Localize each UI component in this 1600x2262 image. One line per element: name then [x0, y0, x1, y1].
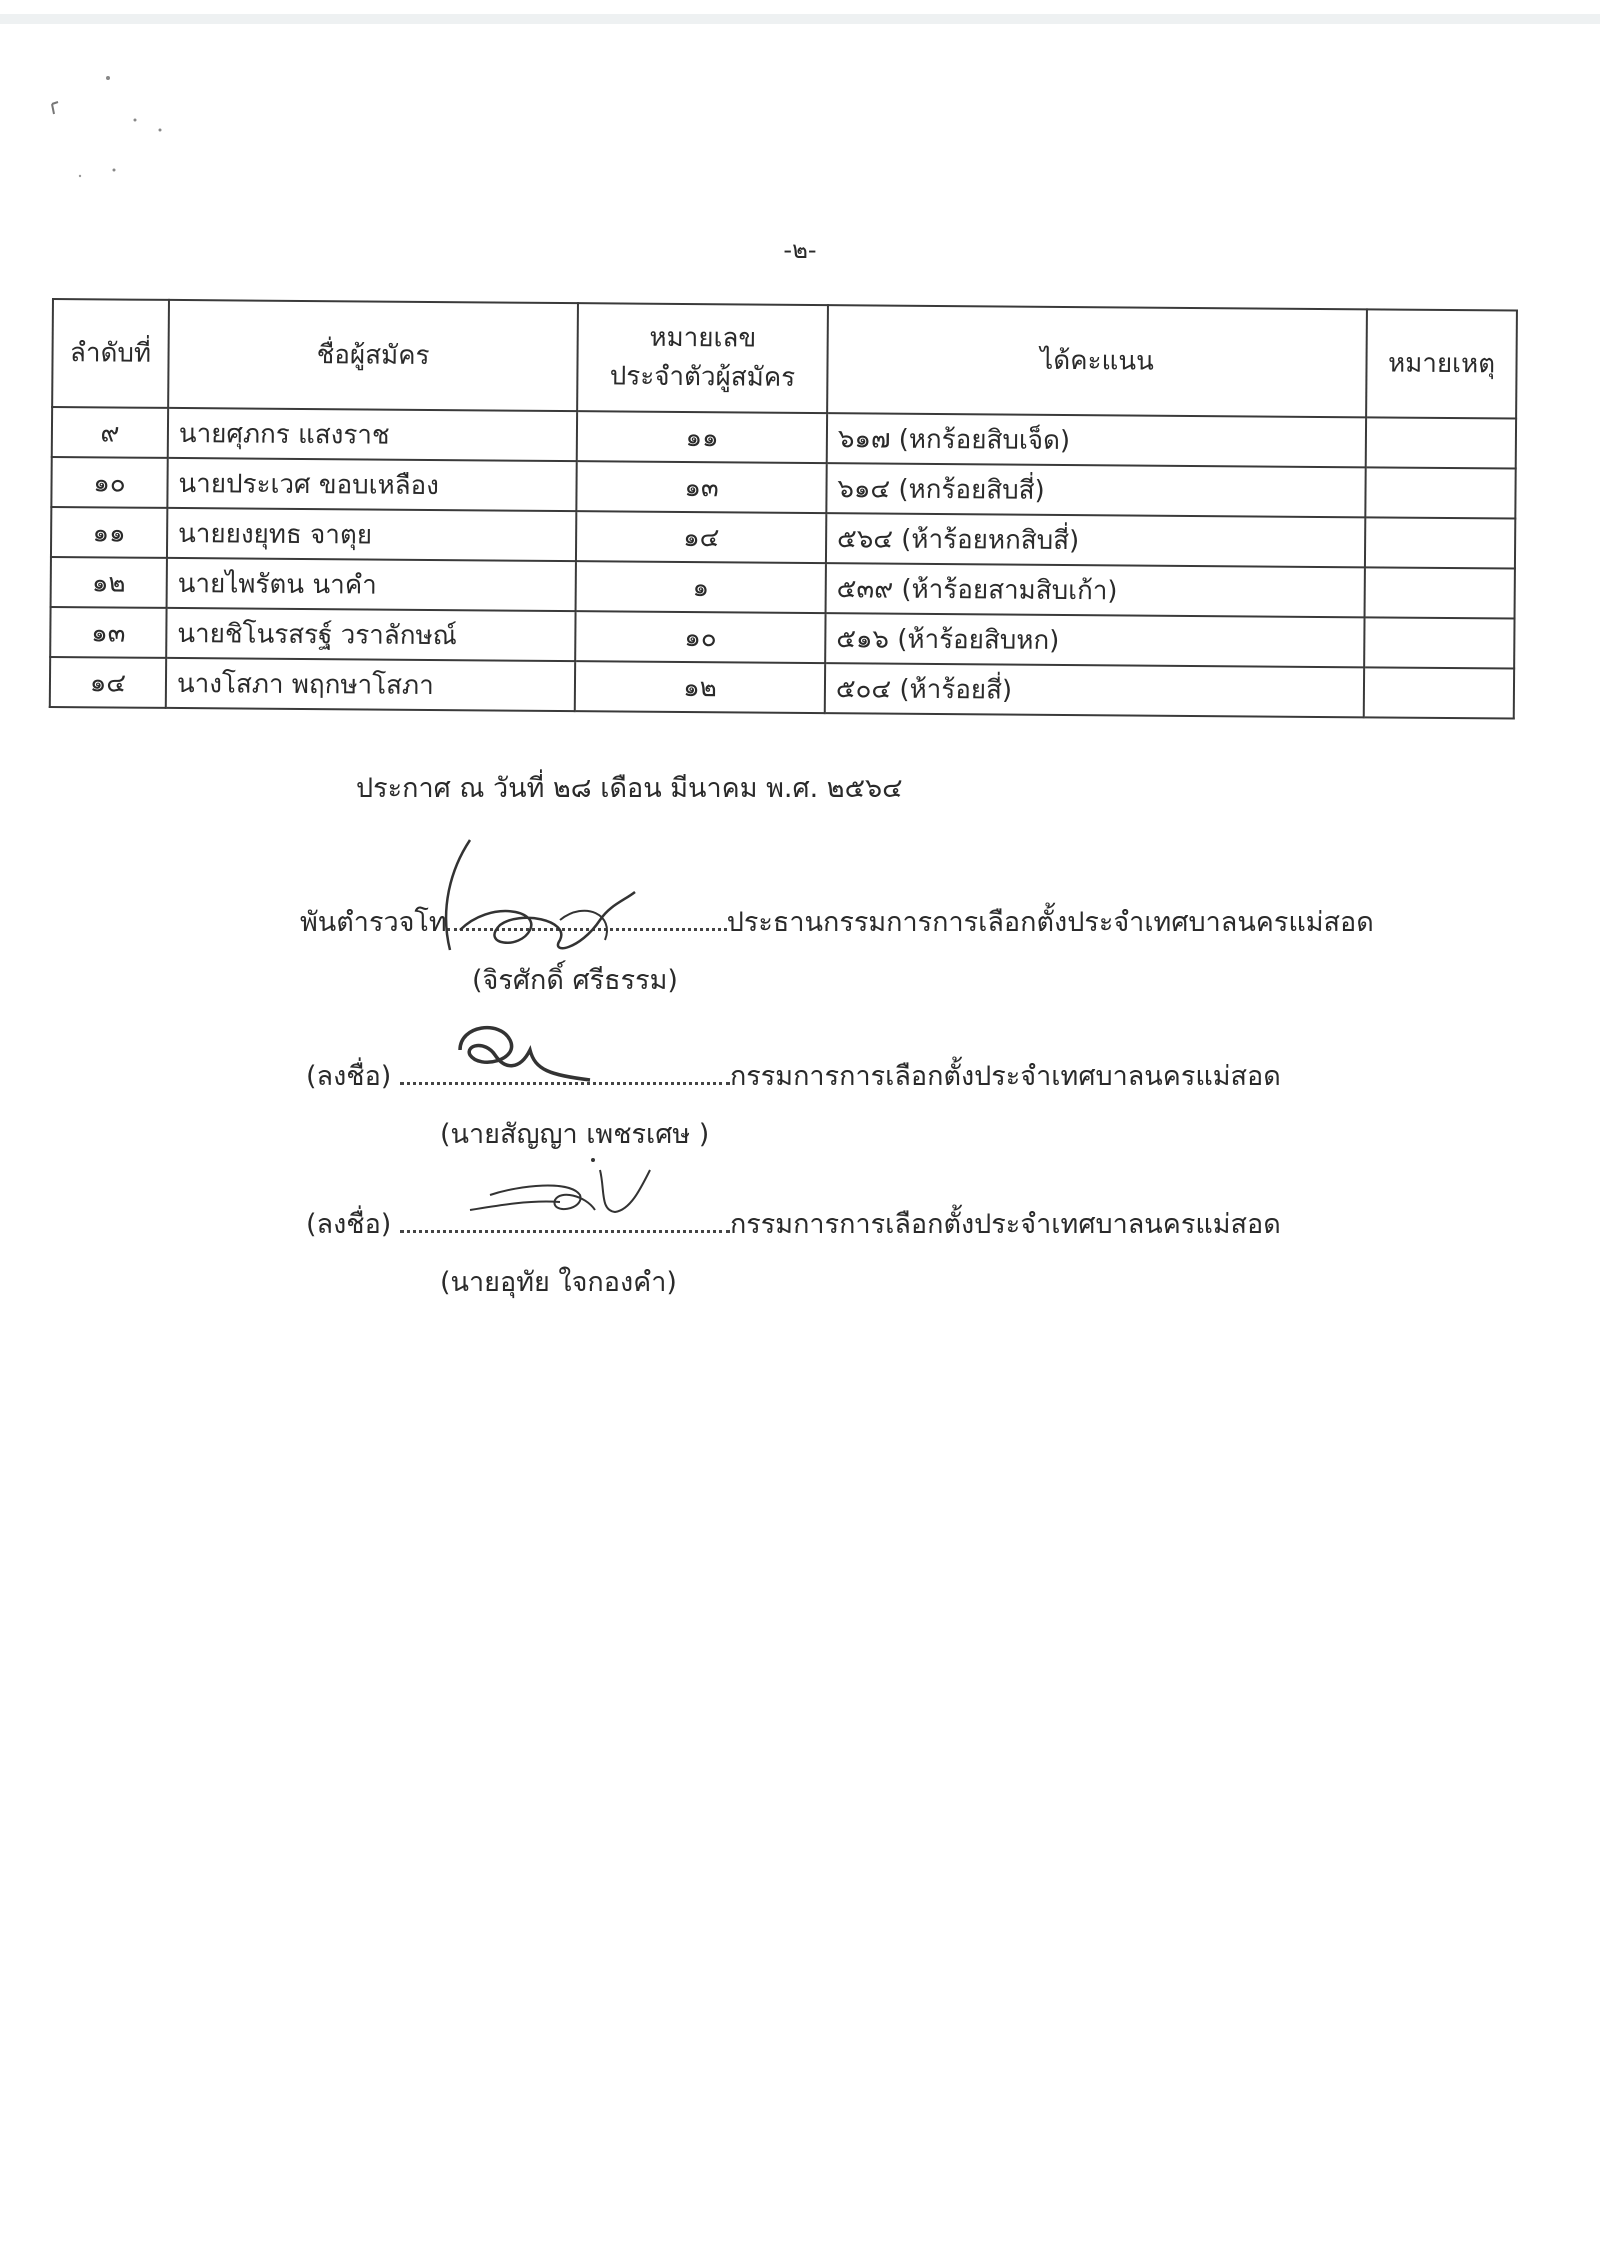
signer-position: ประธานกรรมการการเลือกตั้งประจำเทศบาลนครแม่สอด [726, 907, 1374, 938]
cell-seq: ๑๑ [51, 507, 167, 558]
signer-name: (นายสัญญา เพชรเศษ ) [440, 1119, 710, 1150]
handwritten-signature [410, 830, 650, 970]
cell-seq: ๑๔ [50, 657, 166, 708]
cell-candidate-id: ๑๓ [577, 461, 827, 513]
handwritten-signature [440, 1010, 610, 1100]
cell-note [1364, 617, 1514, 668]
table-header-row [52, 299, 1517, 418]
cell-score: ๕๑๖ (ห้าร้อยสิบหก) [825, 613, 1364, 667]
cell-name: นายประเวศ ขอบเหลือง [167, 458, 577, 511]
header-id-line2: ประจำตัวผู้สมัคร [609, 361, 796, 393]
cell-name: นายยงยุทธ จาตุย [167, 508, 577, 561]
signature-line [306, 1202, 1281, 1245]
header-id-line1: หมายเลข [649, 322, 757, 354]
signer-position: กรรมการการเลือกตั้งประจำเทศบาลนครแม่สอด [729, 1209, 1281, 1240]
cell-candidate-id: ๑๔ [576, 511, 826, 563]
cell-score: ๕๐๔ (ห้าร้อยสี่) [825, 663, 1364, 717]
signer-prefix: (ลงชื่อ) [306, 1209, 392, 1240]
cell-score: ๖๑๗ (หกร้อยสิบเจ็ด) [827, 413, 1366, 467]
scan-edge-band [0, 14, 1600, 24]
cell-name: นายชิโนรสรฐ์ วราลักษณ์ [166, 608, 576, 661]
cell-score: ๕๖๔ (ห้าร้อยหกสิบสี่) [826, 513, 1365, 567]
page-number: -๒- [783, 236, 817, 264]
signer-name: (จิรศักดิ์ ศรีธรรม) [472, 965, 678, 996]
cell-candidate-id: ๑๑ [577, 411, 827, 463]
cell-seq: ๑๐ [51, 457, 167, 508]
header-score: ได้คะแนน [827, 305, 1367, 417]
cell-note [1365, 517, 1515, 568]
header-name: ชื่อผู้สมัคร [168, 300, 578, 411]
handwritten-signature [460, 1150, 660, 1240]
cell-score: ๕๓๙ (ห้าร้อยสามสิบเก้า) [826, 563, 1365, 617]
table-row [50, 657, 1514, 718]
signature-block-member-2 [306, 1202, 1281, 1298]
cell-note [1364, 667, 1514, 718]
cell-note [1366, 417, 1516, 468]
cell-seq: ๙ [52, 407, 168, 458]
header-candidate-id [577, 303, 828, 413]
cell-seq: ๑๓ [50, 607, 166, 658]
cell-seq: ๑๒ [51, 557, 167, 608]
signer-prefix: พันตำรวจโท [300, 907, 447, 938]
cell-candidate-id: ๑๒ [575, 661, 825, 713]
cell-candidate-id: ๑๐ [575, 611, 825, 663]
cell-note [1365, 467, 1515, 518]
signer-position: กรรมการการเลือกตั้งประจำเทศบาลนครแม่สอด [729, 1061, 1281, 1092]
announcement-date: ประกาศ ณ วันที่ ๒๘ เดือน มีนาคม พ.ศ. ๒๕๖๔ [356, 773, 903, 804]
signer-prefix: (ลงชื่อ) [306, 1061, 392, 1092]
cell-note [1365, 567, 1515, 618]
cell-name: นายไพรัตน นาคำ [166, 558, 576, 611]
cell-name: นางโสภา พฤกษาโสภา [166, 658, 576, 711]
cell-candidate-id: ๑ [576, 561, 826, 613]
cell-score: ๖๑๔ (หกร้อยสิบสี่) [826, 463, 1365, 517]
header-note: หมายเหตุ [1366, 309, 1517, 418]
header-seq: ลำดับที่ [52, 299, 169, 408]
results-table [49, 298, 1518, 720]
cell-name: นายศุภกร แสงราช [168, 408, 578, 461]
signer-name: (นายอุทัย ใจกองคำ) [440, 1267, 677, 1298]
scan-specks [40, 60, 170, 190]
